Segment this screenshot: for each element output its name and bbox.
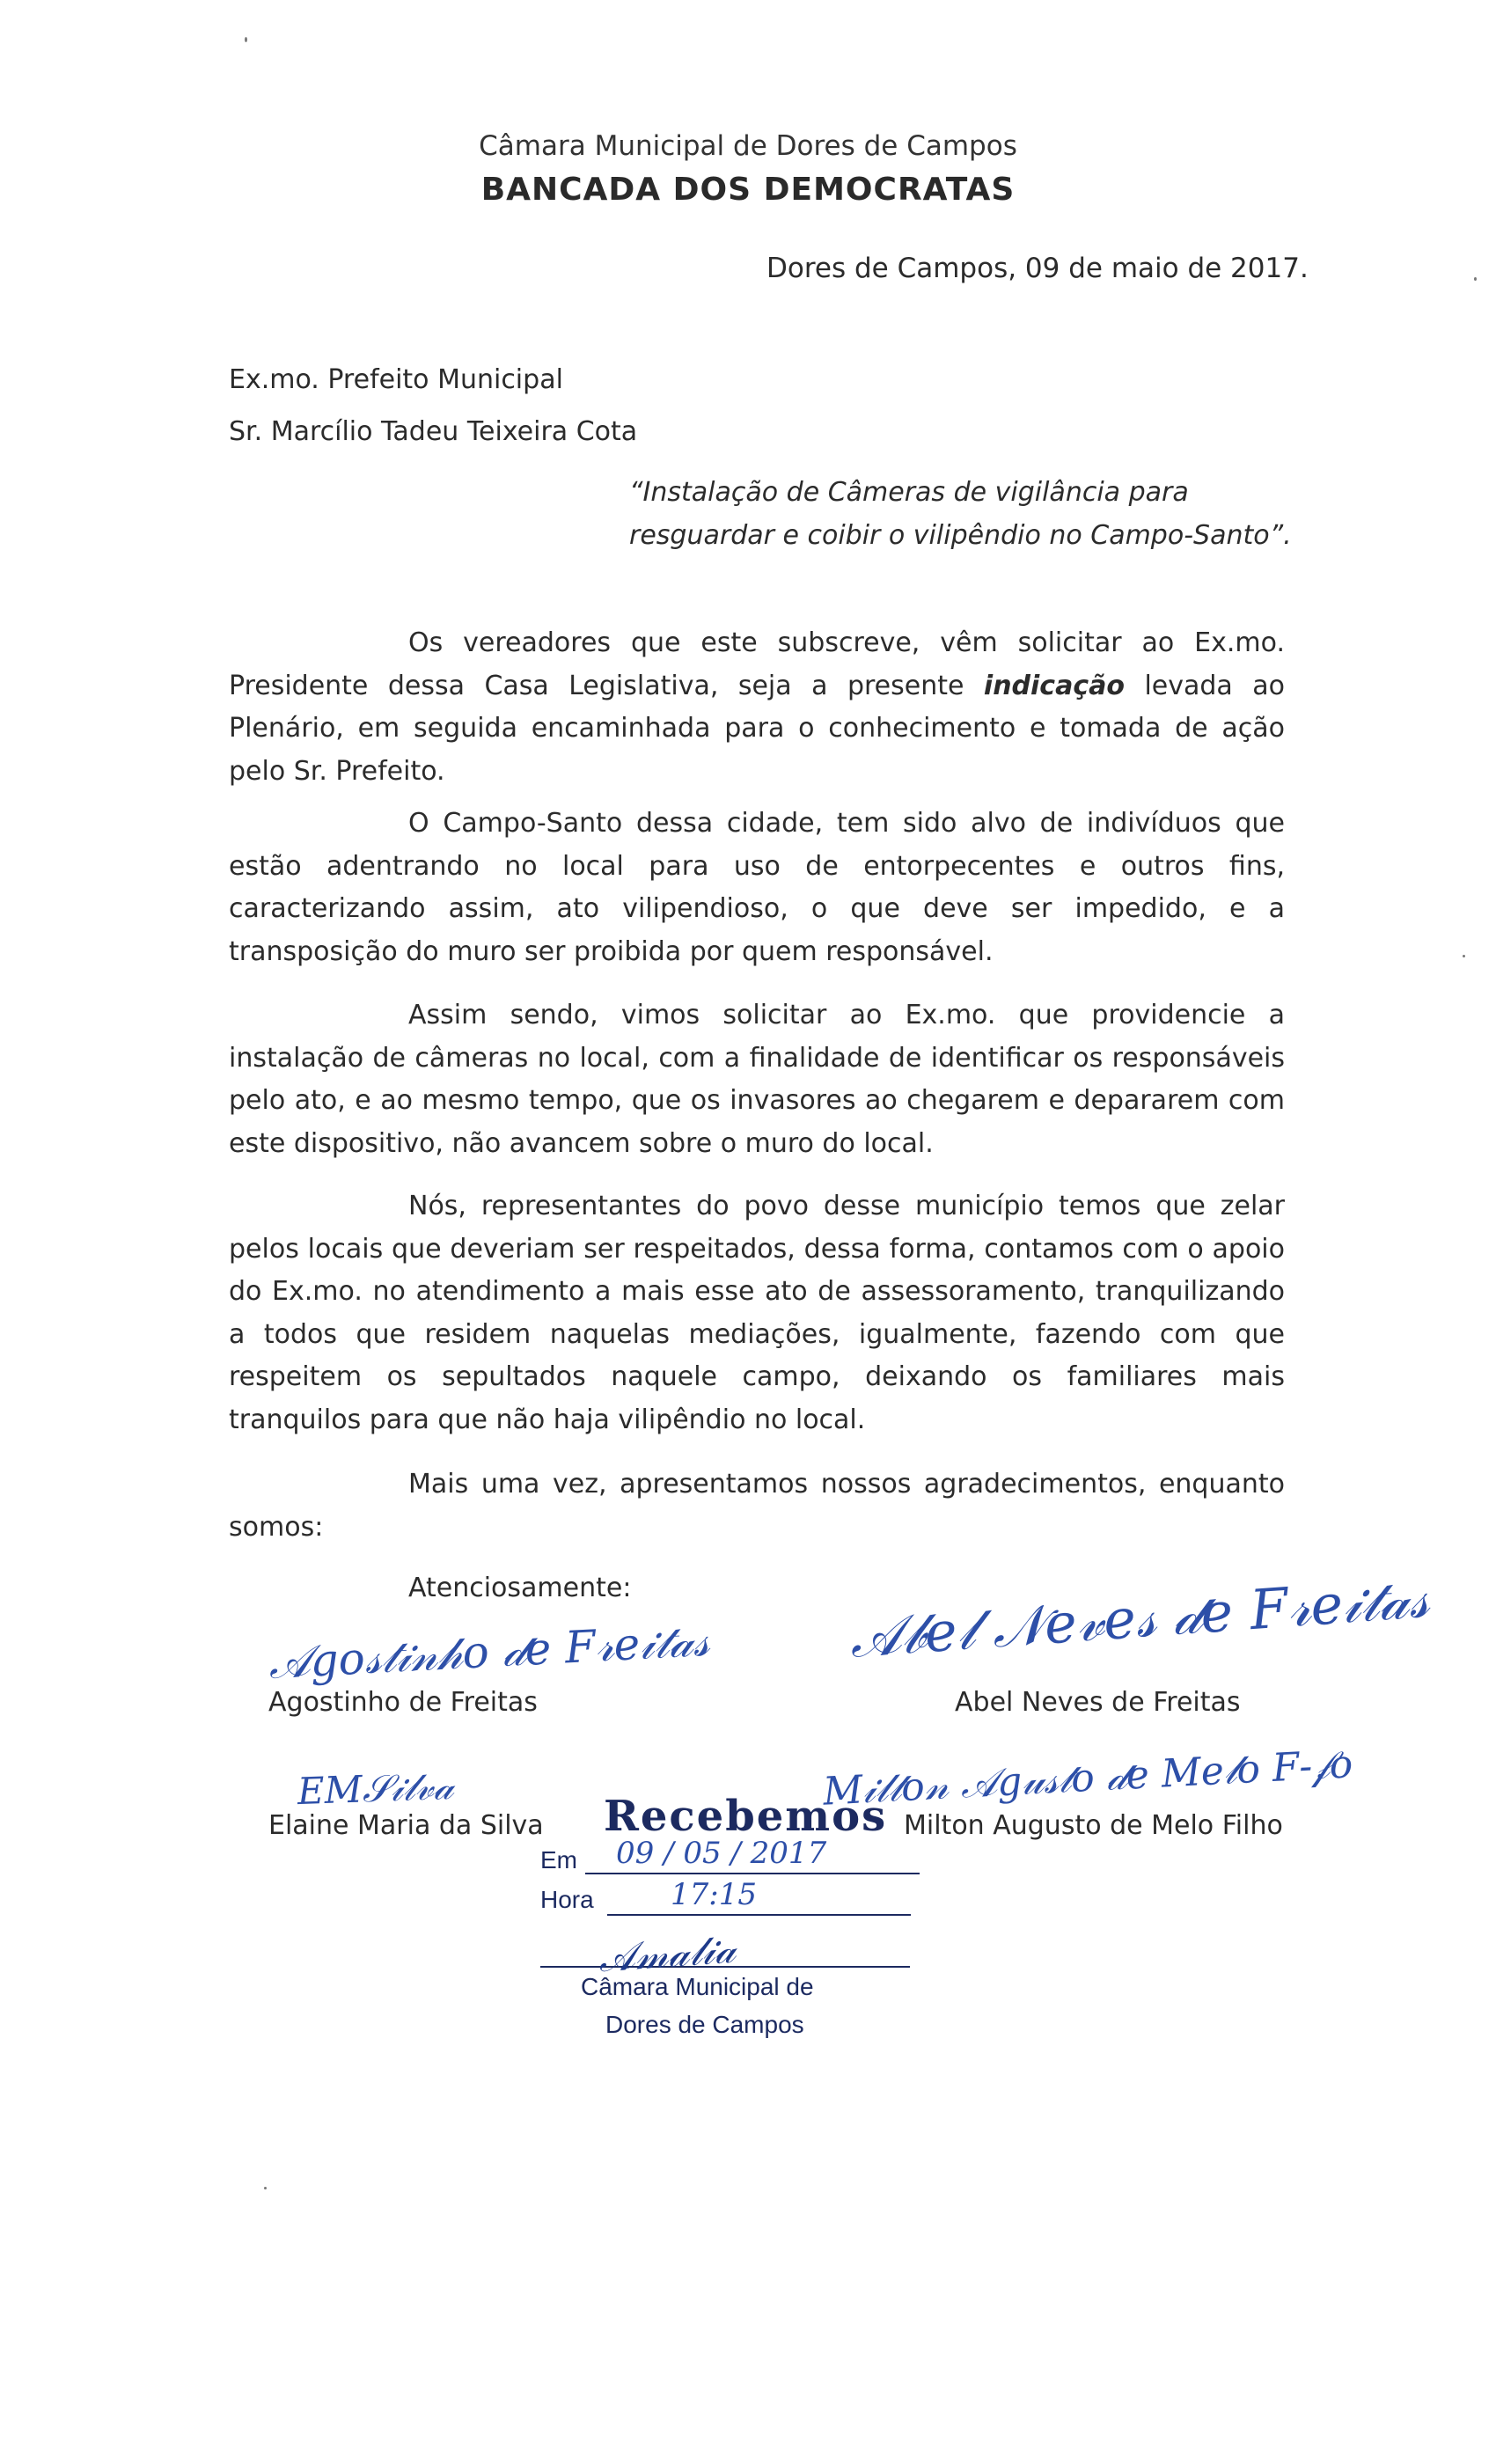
scan-speck [245, 37, 247, 42]
signatory-name-elaine: Elaine Maria da Silva [268, 1810, 544, 1841]
addressee-name: Sr. Marcílio Tadeu Teixeira Cota [229, 416, 638, 447]
closing-salutation: Atenciosamente: [408, 1573, 632, 1603]
paragraph-2: O Campo-Santo dessa cidade, tem sido alvo de indivíduos que estão adentrando no local para uso de entorpecentes e outros fins, caracterizando assim, ato vilipendioso, o que deve ser impedido, e a transposição do muro ser proibida por quem responsável. [229, 808, 1285, 967]
date-line: Dores de Campos, 09 de maio de 2017. [766, 253, 1309, 284]
scan-speck [1463, 955, 1465, 957]
paragraph-1-start: Os vereadores que este subscreve, vêm solicitar ao Ex.mo. Presidente dessa Casa Legislativa, seja a presente [229, 627, 1285, 701]
paragraph-1 [229, 622, 1285, 793]
signatory-name-milton: Milton Augusto de Melo Filho [904, 1810, 1283, 1841]
stamp-time-label: Hora [540, 1886, 594, 1913]
signature-abel: 𝒜𝒷𝑒𝓁 𝒩𝑒𝓋𝑒𝓈 𝒹𝑒 𝐹𝓇𝑒𝒾𝓉𝒶𝓈 [847, 1566, 1432, 1670]
stamp-time-line [607, 1914, 911, 1916]
signature-milton: 𝑀𝒾𝓁𝓉𝑜𝓃 𝒜𝑔𝓊𝓈𝓉𝑜 𝒹𝑒 𝑀𝑒𝓁𝑜 𝐹-𝒻𝑜 [822, 1742, 1354, 1815]
stamp-org-line-2: Dores de Campos [605, 2011, 804, 2038]
signatory-name-agostinho: Agostinho de Freitas [268, 1687, 538, 1718]
signature-agostinho: 𝒜𝑔𝑜𝓈𝓉𝒾𝓃𝒽𝑜 𝒹𝑒 𝐹𝓇𝑒𝒾𝓉𝒶𝓈 [267, 1614, 711, 1690]
scan-speck [264, 2187, 267, 2189]
stamp-time-value: 17:15 [671, 1877, 757, 1912]
stamp-receiver-signature: 𝒜𝓂𝒶𝓁𝒾𝒶 [597, 1926, 737, 1982]
indicacao-emphasis: indicação [983, 670, 1125, 701]
stamp-date-label: Em [540, 1846, 577, 1874]
signature-elaine: 𝐸𝑀𝒮𝒾𝓁𝓋𝒶 [297, 1764, 455, 1814]
paragraph-3: Assim sendo, vimos solicitar ao Ex.mo. que providencie a instalação de câmeras no local, com a finalidade de identificar os responsáveis pelo ato, e ao mesmo tempo, que os invasores ao chegarem e depararem com este dispositivo, não avancem sobre o muro do local. [229, 1000, 1285, 1159]
stamp-date-value: 09 / 05 / 2017 [616, 1836, 827, 1871]
paragraph-5: Mais uma vez, apresentamos nossos agradecimentos, enquanto somos: [229, 1469, 1285, 1543]
bench-title: BANCADA DOS DEMOCRATAS [480, 172, 1016, 208]
institution-name: Câmara Municipal de Dores de Campos [479, 130, 1017, 162]
stamp-title: Recebemos [604, 1792, 888, 1841]
paragraph-4: Nós, representantes do povo desse município temos que zelar pelos locais que deveriam ser respeitados, dessa forma, contamos com o apoio do Ex.mo. no atendimento a mais esse ato de assessoramento, tranquilizando a todos que residem naquelas mediações, igualmente, fazendo com que respeitem os sepultados naquele campo, deixando os familiares mais tranquilos para que não haja vilipêndio no local. [229, 1191, 1285, 1435]
stamp-date-line [585, 1873, 920, 1874]
subject-line: “Instalação de Câmeras de vigilância para resguardar e coibir o vilipêndio no Campo-Santo”. [629, 477, 1292, 551]
stamp-org-line-1: Câmara Municipal de [581, 1973, 814, 2000]
signatory-name-abel: Abel Neves de Freitas [955, 1687, 1241, 1718]
paragraph-1-end: levada ao Plenário, em seguida encaminhada para o conhecimento e tomada de ação pelo Sr. Prefeito. [229, 670, 1285, 787]
scan-speck [1474, 277, 1477, 281]
addressee-title: Ex.mo. Prefeito Municipal [229, 364, 563, 395]
